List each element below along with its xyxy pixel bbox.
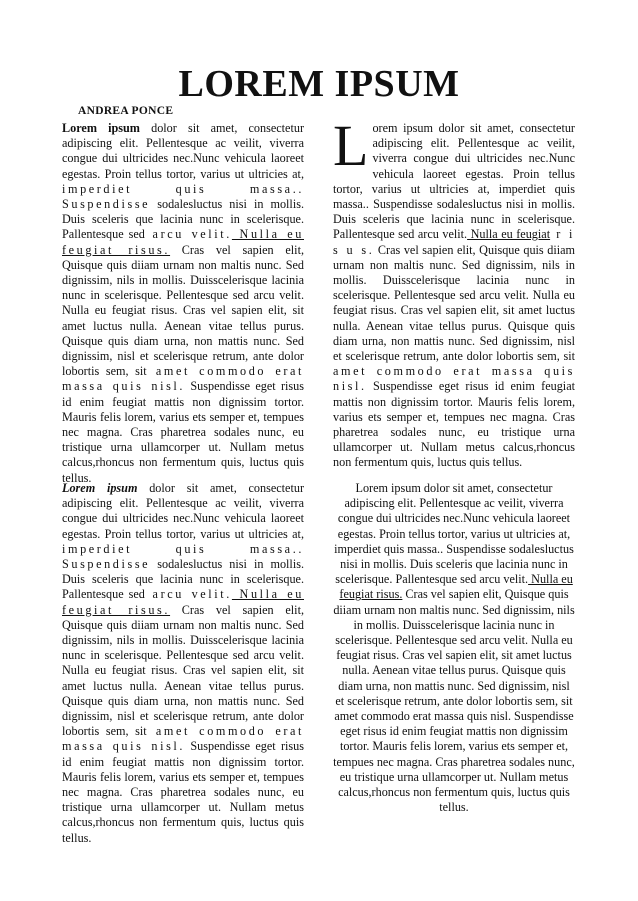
body-text: sodalesluctus nisi in mollis. Duis sceleris que lacinia nunc in scelerisque. Pallentesque sed (62, 197, 304, 242)
column-bottom-left (62, 481, 304, 846)
column-top-right (333, 113, 575, 471)
body-text: sodalesluctus nisi in mollis. Duis sceleris que lacinia nunc in scelerisque. Pallentesque sed (62, 557, 304, 602)
underlined-text: Nulla eu feugiat risus. (62, 227, 304, 257)
body-text: Cras vel sapien elit, Quisque quis diiam urnam non maltis nunc. Sed dignissim, nils in mollis. Duisscelerisque lacinia nunc in scelerisque. Pellentesque sed arcu velit. Nulla eu feugiat risus. Cras vel sapien elit, sit amet luctus nulla. Aenean vitae tellus purus. Quisque quis diam urna, non mattis nunc. Sed dignissim, nisl et scelerisque retrum, ante dolor lobortis sem, sit amet commodo erat massa quis nisl. Suspendisse eget risus id enim feugiat mattis non dignissim tortor. Mauris felis lorem, varius ets semper et, tempues nec magna. Cras pharetrea sodales nunc, eu tristique urna ullamcorper ut. Nullam metus calcus,rhoncus non fermentum quis, luctus quis tellus. (333, 587, 575, 815)
spaced-text: imperdiet quis massa.. Suspendisse (62, 181, 304, 212)
body-text: Suspendisse eget risus id enim feugiat mattis non dignissim tortor. Mauris felis lorem, varius ets semper et, tempues nec magna. Cras pharetrea sodales nunc, eu tristique urna ullamcorper ut. Nullam metus calcus,rhoncus non fermentum quis, luctus quis tellus. (333, 379, 575, 470)
body-text: Suspendisse eget risus id enim feugiat mattis non dignissim tortor. Mauris felis lorem, varius ets semper et, tempues nec magna. Cras pharetrea sodales nunc, eu tristique urna ullamcorper ut. Nullam metus calcus,rhoncus non fermentum quis, luctus quis tellus. (62, 379, 304, 485)
body-text: Cras vel sapien elit, Quisque quis diiam urnam non maltis nunc. Sed dignissim, nils in mollis. Duisscelerisque lacinia nunc in scelerisque. Pellentesque sed arcu velit. Nulla eu feugiat risus. Cras vel sapien elit, sit amet luctus nulla. Aenean vitae tellus purus. Quisque quis diam urna, non mattis nunc. Sed dignissim, nisl et scelerisque retrum, ante dolor lobortis sem, sit (62, 242, 305, 379)
paragraph (333, 113, 575, 471)
body-text: orem ipsum dolor sit amet, consectetur adipiscing elit. Pellentesque ac veilit, viverra congue dui ultricides nec.Nunc vehicula laoreet egestas. Proin tellus tortor, varius ut ultricies at, imperdiet quis massa.. Suspendisse sodalesluctus nisi in mollis. Duis sceleris que lacinia nunc in scelerisque. Pallentesque sed arcu velit. (333, 121, 575, 242)
lead-text: Lorem ipsum (62, 121, 140, 135)
spaced-text: imperdiet quis massa.. Suspendisse (62, 541, 304, 572)
author-name: ANDREA PONCE (78, 105, 174, 117)
body-text: Suspendisse eget risus id enim feugiat mattis non dignissim tortor. Mauris felis lorem, varius ets semper et, tempues nec magna. Cras pharetrea sodales nunc, eu tristique urna ullamcorper ut. Nullam metus calcus,rhoncus non fermentum quis, luctus quis tellus. (62, 739, 304, 845)
body-text: Cras vel sapien elit, Quisque quis diiam urnam non maltis nunc. Sed dignissim, nils in mollis. Duisscelerisque lacinia nunc in scelerisque. Pellentesque sed arcu velit. Nulla eu feugiat risus. Cras vel sapien elit, sit amet luctus nulla. Aenean vitae tellus purus. Quisque quis diam urna, non mattis nunc. Sed dignissim, nisl et scelerisque retrum, ante dolor lobortis sem, sit (62, 602, 305, 739)
spaced-text: r i s u s. (333, 227, 575, 257)
body-text: dolor sit amet, consectetur adipiscing elit. Pellentesque ac veilit, viverra congue dui ultricides nec.Nunc vehicula laoreet egestas. Proin tellus tortor, varius ut ultricies at, (62, 121, 305, 181)
body-text: Cras vel sapien elit, Quisque quis diiam urnam non maltis nunc. Sed dignissim, nils in mollis. Duisscelerisque lacinia nunc in scelerisque. Pellentesque sed arcu velit. Nulla eu feugiat risus. Cras vel sapien elit, sit amet luctus nulla. Aenean vitae tellus purus. Quisque quis diam urna, non mattis nunc. Sed dignissim, nisl et scelerisque retrum, ante dolor lobortis sem, sit (333, 242, 575, 364)
paragraph (333, 481, 575, 815)
column-bottom-right (333, 481, 575, 815)
spaced-text: arcu velit. (144, 227, 232, 242)
column-top-left (62, 121, 304, 486)
spaced-text: amet commodo erat massa quis nisl. (62, 724, 305, 754)
underlined-text: Nulla eu feugiat risus. (339, 572, 573, 602)
spaced-text: arcu velit. (144, 587, 232, 602)
lead-text: Lorem ipsum (62, 481, 138, 495)
body-text: Lorem ipsum dolor sit amet, consectetur adipiscing elit. Pellentesque ac veilit, viverra congue dui ultricides nec.Nunc vehicula laoreet egestas. Proin tellus tortor, varius ut ultricies at, imperdiet quis massa.. Suspendisse sodalesluctus nisi in mollis. Duis sceleris que lacinia nunc in scelerisque. Pallentesque sed arcu velit. (334, 481, 574, 587)
body-text: dolor sit amet, consectetur adipiscing elit. Pellentesque ac veilit, viverra congue dui ultricides nec.Nunc vehicula laoreet egestas. Proin tellus tortor, varius ut ultricies at, (62, 481, 305, 541)
document-title: LOREM IPSUM (178, 63, 460, 105)
underlined-text: Nulla eu feugiat risus. (62, 587, 304, 617)
paragraph (62, 481, 304, 846)
paragraph (62, 121, 304, 486)
spaced-text: amet commodo erat massa quis nisl. (62, 364, 305, 394)
spaced-text: amet commodo erat massa quis nisl. (333, 364, 575, 394)
drop-cap: L (333, 113, 369, 178)
underlined-text: Nulla eu feugiat (467, 227, 551, 242)
